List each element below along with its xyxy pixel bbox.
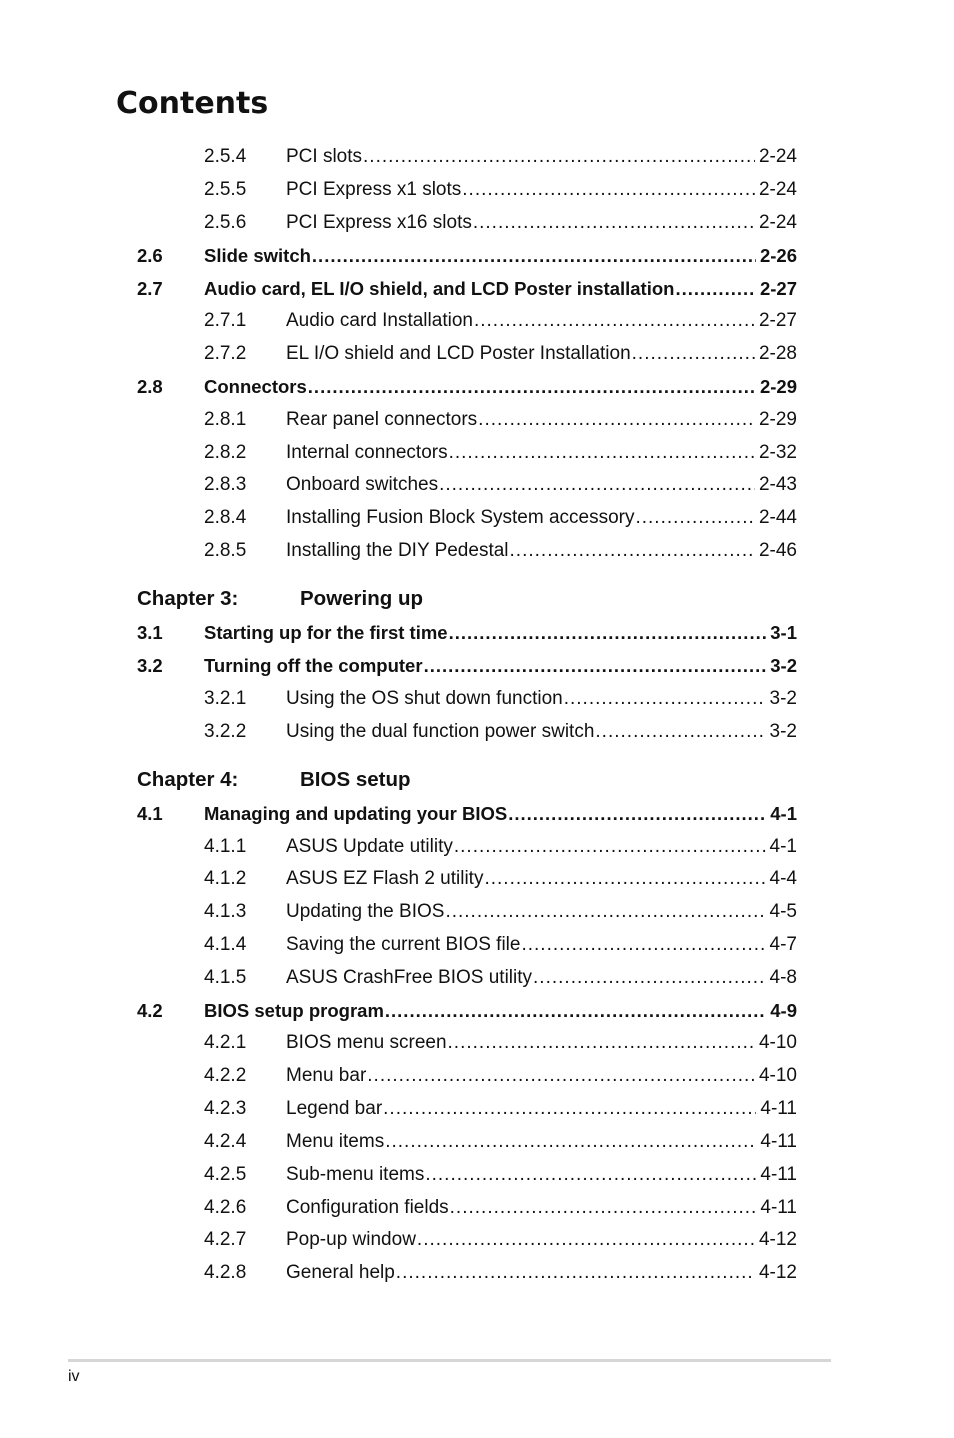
toc-entry-label: EL I/O shield and LCD Poster Installation bbox=[286, 343, 631, 364]
toc-entry-page: 4-11 bbox=[760, 1098, 797, 1119]
dot-leader bbox=[383, 1096, 756, 1122]
toc-entry[interactable] bbox=[204, 144, 797, 170]
toc-entry-label: ASUS CrashFree BIOS utility bbox=[286, 967, 533, 988]
toc-entry[interactable] bbox=[204, 1162, 797, 1188]
toc-entry-number: 2.8.5 bbox=[204, 540, 247, 561]
dot-leader bbox=[363, 144, 755, 170]
toc-entry-label: Slide switch bbox=[204, 245, 311, 266]
toc-entry[interactable] bbox=[204, 407, 797, 433]
dot-leader bbox=[396, 1260, 755, 1286]
toc-entry[interactable] bbox=[204, 899, 797, 925]
toc-entry[interactable] bbox=[204, 965, 797, 991]
dot-leader bbox=[424, 653, 767, 679]
toc-entry-label: PCI Express x1 slots bbox=[286, 179, 462, 200]
chapter-label: Chapter 3: bbox=[137, 587, 239, 610]
toc-entry-number: 4.2.5 bbox=[204, 1164, 247, 1185]
toc-entry-number: 2.7.2 bbox=[204, 343, 247, 364]
toc-entry[interactable] bbox=[204, 1030, 797, 1056]
toc-entry-page: 4-7 bbox=[769, 934, 797, 955]
dot-leader bbox=[445, 899, 765, 925]
toc-entry-page: 4-5 bbox=[769, 901, 797, 922]
toc-entry-page: 4-12 bbox=[758, 1262, 797, 1283]
toc-entry-page: 2-44 bbox=[758, 507, 797, 528]
toc-entry-label: Installing Fusion Block System accessory bbox=[286, 507, 635, 528]
toc-entry-number: 2.8.3 bbox=[204, 474, 247, 495]
toc-entry-label: Managing and updating your BIOS bbox=[204, 803, 508, 824]
toc-entry-page: 2-26 bbox=[759, 245, 797, 266]
toc-entry-label: Audio card Installation bbox=[286, 310, 473, 331]
dot-leader bbox=[595, 719, 765, 745]
toc-entry-label: Audio card, EL I/O shield, and LCD Poster installation bbox=[204, 278, 675, 299]
toc-entry[interactable] bbox=[204, 472, 797, 498]
toc-entry-label: Using the dual function power switch bbox=[286, 721, 595, 742]
toc-entry-number: 2.5.5 bbox=[204, 179, 247, 200]
toc-entry-number: 4.1.3 bbox=[204, 901, 247, 922]
toc-entry-number: 2.7 bbox=[137, 278, 163, 299]
toc-entry-number: 3.1 bbox=[137, 622, 163, 643]
toc-entry-page: 2-32 bbox=[758, 442, 797, 463]
dot-leader bbox=[632, 341, 755, 367]
toc-entry-number: 4.2.1 bbox=[204, 1032, 247, 1053]
toc-entry-page: 2-43 bbox=[758, 474, 797, 495]
toc-entry-label: Turning off the computer bbox=[204, 655, 423, 676]
toc-entry-number: 4.1 bbox=[137, 803, 163, 824]
toc-entry-page: 4-11 bbox=[760, 1164, 797, 1185]
toc-entry-page: 2-46 bbox=[758, 540, 797, 561]
toc-entry-page: 2-27 bbox=[759, 278, 797, 299]
dot-leader bbox=[425, 1162, 756, 1188]
page-title: Contents bbox=[116, 86, 269, 121]
toc-entry-number: 4.1.4 bbox=[204, 934, 247, 955]
toc-entry-page: 4-1 bbox=[769, 836, 797, 857]
toc-entry-page: 4-10 bbox=[758, 1065, 797, 1086]
toc-entry-number: 4.2.6 bbox=[204, 1197, 247, 1218]
toc-entry[interactable] bbox=[204, 440, 797, 466]
chapter-title[interactable]: BIOS setup bbox=[300, 768, 411, 791]
toc-entry[interactable] bbox=[204, 1260, 797, 1286]
toc-entry-label: Menu bar bbox=[286, 1065, 367, 1086]
dot-leader bbox=[484, 866, 765, 892]
toc-entry-page: 4-10 bbox=[758, 1032, 797, 1053]
dot-leader bbox=[635, 505, 755, 531]
toc-entry-number: 2.5.6 bbox=[204, 212, 247, 233]
toc-entry-page: 4-8 bbox=[769, 967, 797, 988]
toc-entry-page: 4-11 bbox=[760, 1131, 797, 1152]
dot-leader bbox=[521, 932, 765, 958]
dot-leader bbox=[450, 1195, 757, 1221]
toc-entry-number: 4.2.7 bbox=[204, 1229, 247, 1250]
toc-entry[interactable] bbox=[204, 834, 797, 860]
dot-leader bbox=[564, 686, 766, 712]
toc-entry-label: Pop-up window bbox=[286, 1229, 416, 1250]
toc-entry-label: Configuration fields bbox=[286, 1197, 449, 1218]
dot-leader bbox=[462, 177, 755, 203]
toc-entry-page: 4-12 bbox=[758, 1229, 797, 1250]
toc-entry-number: 4.1.2 bbox=[204, 868, 247, 889]
toc-entry-page: 2-28 bbox=[758, 343, 797, 364]
toc-entry[interactable] bbox=[204, 177, 797, 203]
toc-entry-number: 4.1.1 bbox=[204, 836, 247, 857]
footer-divider bbox=[68, 1359, 831, 1362]
toc-entry[interactable] bbox=[204, 686, 797, 712]
toc-entry[interactable] bbox=[204, 719, 797, 745]
toc-entry[interactable] bbox=[204, 1096, 797, 1122]
toc-entry[interactable] bbox=[137, 801, 797, 827]
toc-entry-page: 3-1 bbox=[770, 622, 797, 643]
toc-entry-label: Saving the current BIOS file bbox=[286, 934, 521, 955]
chapter-title[interactable]: Powering up bbox=[300, 587, 423, 610]
toc-entry-number: 2.8.2 bbox=[204, 442, 247, 463]
dot-leader bbox=[417, 1227, 755, 1253]
toc-entry-label: PCI Express x16 slots bbox=[286, 212, 472, 233]
toc-entry-label: Installing the DIY Pedestal bbox=[286, 540, 509, 561]
toc-entry-label: Rear panel connectors bbox=[286, 409, 478, 430]
toc-entry-page: 4-4 bbox=[769, 868, 797, 889]
toc-entry[interactable] bbox=[137, 243, 797, 269]
dot-leader bbox=[385, 1129, 756, 1155]
toc-entry-label: Updating the BIOS bbox=[286, 901, 445, 922]
dot-leader bbox=[385, 998, 766, 1024]
footer-page-number: iv bbox=[68, 1368, 80, 1385]
toc-entry[interactable] bbox=[137, 276, 797, 302]
toc-entry[interactable] bbox=[204, 308, 797, 334]
toc-entry-number: 3.2.2 bbox=[204, 721, 247, 742]
toc-entry-number: 4.2 bbox=[137, 1000, 163, 1021]
toc-entry-page: 4-9 bbox=[770, 1000, 797, 1021]
toc-entry-page: 2-24 bbox=[758, 146, 797, 167]
toc-entry[interactable] bbox=[204, 1227, 797, 1253]
toc-entry-number: 3.2.1 bbox=[204, 688, 247, 709]
toc-entry-label: Menu items bbox=[286, 1131, 385, 1152]
dot-leader bbox=[675, 276, 756, 302]
dot-leader bbox=[454, 834, 766, 860]
toc-entry-label: Legend bar bbox=[286, 1098, 383, 1119]
toc-entry-label: General help bbox=[286, 1262, 395, 1283]
toc-entry[interactable] bbox=[204, 341, 797, 367]
toc-entry-number: 4.2.3 bbox=[204, 1098, 247, 1119]
toc-entry-label: Internal connectors bbox=[286, 442, 448, 463]
toc-entry-page: 2-29 bbox=[758, 409, 797, 430]
dot-leader bbox=[449, 620, 767, 646]
toc-entry-label: Using the OS shut down function bbox=[286, 688, 563, 709]
toc-entry-page: 4-11 bbox=[760, 1197, 797, 1218]
chapter-label: Chapter 4: bbox=[137, 768, 239, 791]
toc-entry-number: 2.7.1 bbox=[204, 310, 247, 331]
toc-entry[interactable] bbox=[204, 505, 797, 531]
dot-leader bbox=[533, 965, 766, 991]
toc-entry-page: 3-2 bbox=[769, 721, 797, 742]
toc-entry-label: Starting up for the first time bbox=[204, 622, 448, 643]
toc-entry-label: Connectors bbox=[204, 376, 307, 397]
toc-entry[interactable] bbox=[204, 1195, 797, 1221]
toc-entry[interactable] bbox=[137, 653, 797, 679]
toc-entry-page: 2-24 bbox=[758, 212, 797, 233]
toc-entry-number: 2.8.1 bbox=[204, 409, 247, 430]
dot-leader bbox=[474, 308, 755, 334]
toc-entry-page: 4-1 bbox=[770, 803, 797, 824]
toc-entry-label: PCI slots bbox=[286, 146, 363, 167]
toc-entry-number: 4.2.2 bbox=[204, 1065, 247, 1086]
dot-leader bbox=[448, 1030, 755, 1056]
dot-leader bbox=[449, 440, 755, 466]
toc-entry-number: 4.1.5 bbox=[204, 967, 247, 988]
toc-entry-number: 2.8 bbox=[137, 376, 163, 397]
dot-leader bbox=[508, 801, 766, 827]
toc-entry-number: 4.2.4 bbox=[204, 1131, 247, 1152]
toc-entry-number: 2.5.4 bbox=[204, 146, 247, 167]
dot-leader bbox=[473, 210, 755, 236]
dot-leader bbox=[439, 472, 755, 498]
toc-entry-label: Sub-menu items bbox=[286, 1164, 425, 1185]
toc-entry[interactable] bbox=[137, 374, 797, 400]
toc-entry[interactable] bbox=[204, 1129, 797, 1155]
toc-entry-label: ASUS EZ Flash 2 utility bbox=[286, 868, 484, 889]
toc-entry-label: BIOS menu screen bbox=[286, 1032, 447, 1053]
toc-entry[interactable] bbox=[137, 620, 797, 646]
dot-leader bbox=[478, 407, 755, 433]
toc-entry[interactable] bbox=[204, 932, 797, 958]
toc-entry-page: 2-24 bbox=[758, 179, 797, 200]
toc-entry-label: ASUS Update utility bbox=[286, 836, 453, 857]
toc-entry[interactable] bbox=[204, 866, 797, 892]
dot-leader bbox=[312, 243, 756, 269]
toc-entry-number: 3.2 bbox=[137, 655, 163, 676]
toc-entry-page: 3-2 bbox=[769, 688, 797, 709]
toc-entry-page: 2-27 bbox=[758, 310, 797, 331]
toc-entry-label: Onboard switches bbox=[286, 474, 439, 495]
toc-entry-page: 2-29 bbox=[759, 376, 797, 397]
toc-entry-number: 2.6 bbox=[137, 245, 163, 266]
toc-entry-label: BIOS setup program bbox=[204, 1000, 384, 1021]
toc-entry-number: 2.8.4 bbox=[204, 507, 247, 528]
toc-entry-page: 3-2 bbox=[770, 655, 797, 676]
toc-entry[interactable] bbox=[204, 210, 797, 236]
toc-entry[interactable] bbox=[204, 1063, 797, 1089]
toc-entry[interactable] bbox=[204, 538, 797, 564]
toc-entry-number: 4.2.8 bbox=[204, 1262, 247, 1283]
dot-leader bbox=[308, 374, 756, 400]
toc-entry[interactable] bbox=[137, 998, 797, 1024]
dot-leader bbox=[510, 538, 755, 564]
dot-leader bbox=[367, 1063, 755, 1089]
